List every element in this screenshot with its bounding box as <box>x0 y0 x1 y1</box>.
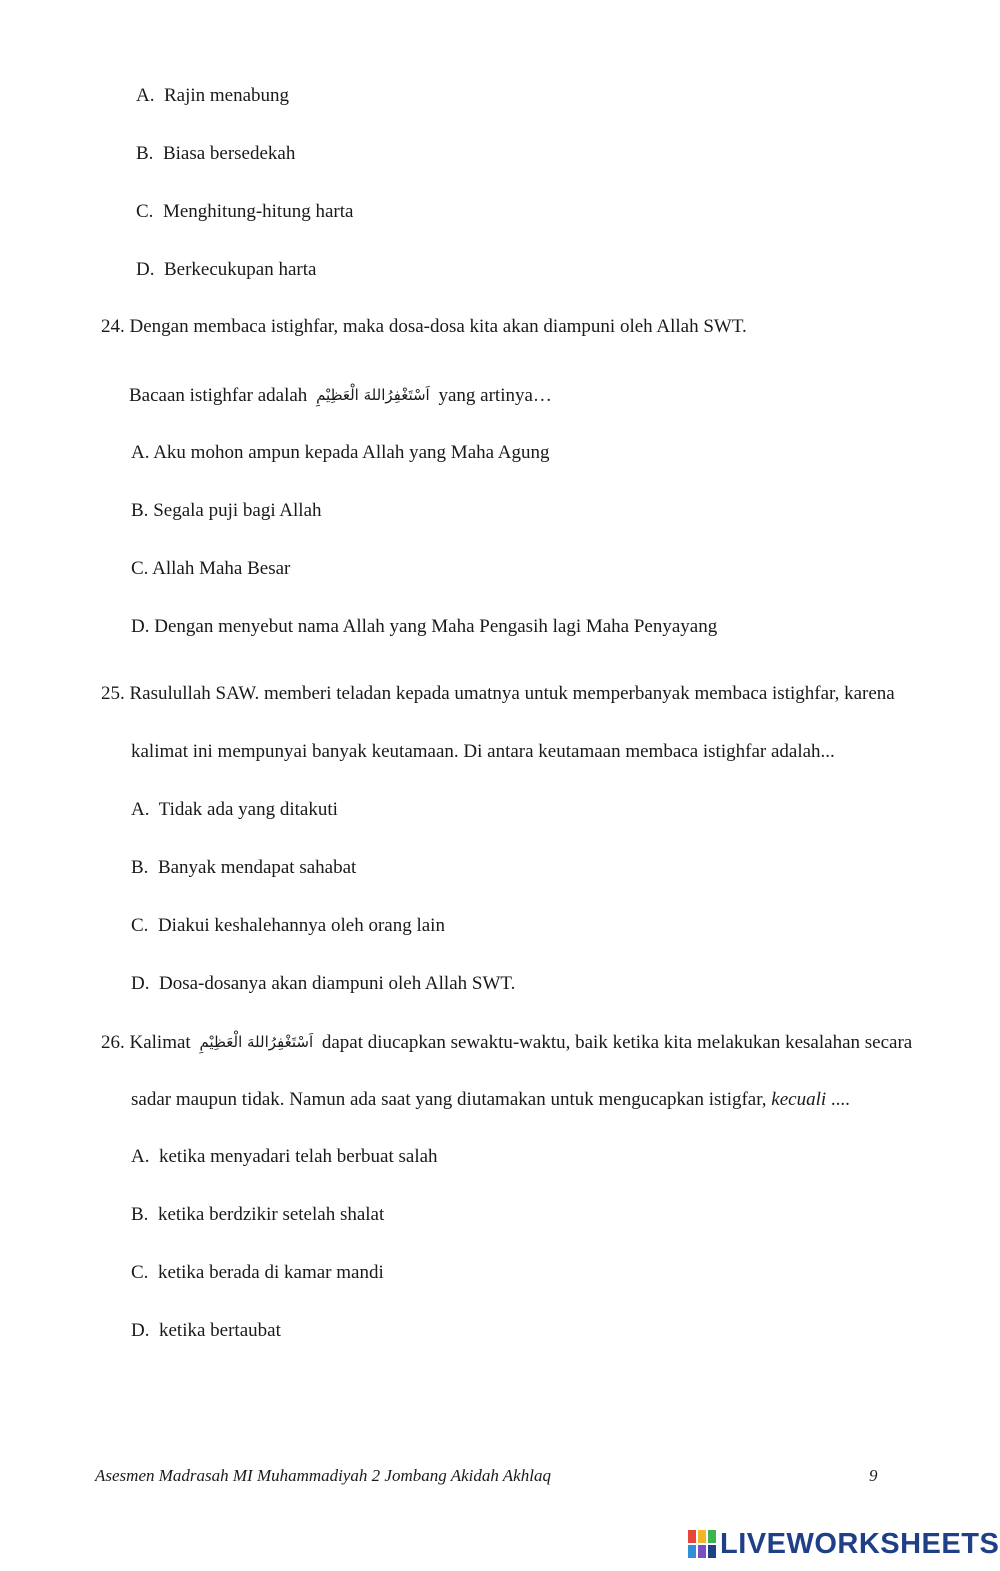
question-25-text-line1: 25. Rasulullah SAW. memberi teladan kepada umatnya untuk memperbanyak membaca istighfar, karena <box>101 683 895 704</box>
q25-option-a[interactable]: A. Tidak ada yang ditakuti <box>131 799 338 820</box>
question-number: 24. <box>101 316 125 337</box>
q23-option-c[interactable]: C. Menghitung-hitung harta <box>136 201 354 222</box>
q26-option-c[interactable]: C. ketika berada di kamar mandi <box>131 1262 384 1283</box>
question-25-text-line2: kalimat ini mempunyai banyak keutamaan. Di antara keutamaan membaca istighfar adalah... <box>131 741 835 762</box>
q25-option-b[interactable]: B. Banyak mendapat sahabat <box>131 857 357 878</box>
question-24-istighfar-line: Bacaan istighfar adalah اَسْتَغْفِرُاللهَ الْعَظِيْمِ yang artinya… <box>129 385 552 406</box>
logo-square <box>708 1545 716 1558</box>
question-number: 26. <box>101 1032 125 1053</box>
arabic-istighfar: اَسْتَغْفِرُاللهَ الْعَظِيْمِ <box>199 1033 314 1051</box>
q24-option-d[interactable]: D. Dengan menyebut nama Allah yang Maha Pengasih lagi Maha Penyayang <box>131 616 718 637</box>
logo-square <box>698 1545 706 1558</box>
q24-option-a[interactable]: A. Aku mohon ampun kepada Allah yang Maha Agung <box>131 442 550 463</box>
emphasis-kecuali: kecuali <box>771 1089 827 1110</box>
q26-option-b[interactable]: B. ketika berdzikir setelah shalat <box>131 1204 385 1225</box>
logo-square <box>698 1530 706 1543</box>
question-24-text: 24. Dengan membaca istighfar, maka dosa-dosa kita akan diampuni oleh Allah SWT. <box>101 316 747 337</box>
logo-square <box>688 1530 696 1543</box>
q26-option-a[interactable]: A. ketika menyadari telah berbuat salah <box>131 1146 438 1167</box>
q24-option-b[interactable]: B. Segala puji bagi Allah <box>131 500 322 521</box>
q25-option-d[interactable]: D. Dosa-dosanya akan diampuni oleh Allah SWT. <box>131 973 516 994</box>
liveworksheets-wordmark: LIVEWORKSHEETS <box>720 1527 1000 1560</box>
liveworksheets-brand <box>688 1526 999 1562</box>
q26-option-d[interactable]: D. ketika bertaubat <box>131 1320 281 1341</box>
q24-option-c[interactable]: C. Allah Maha Besar <box>131 558 291 579</box>
logo-square <box>688 1545 696 1558</box>
q23-option-d[interactable]: D. Berkecukupan harta <box>136 259 317 280</box>
liveworksheets-logo-icon <box>688 1530 716 1558</box>
page-number: 9 <box>869 1466 878 1485</box>
q23-option-a[interactable]: A. Rajin menabung <box>136 85 290 106</box>
q25-option-c[interactable]: C. Diakui keshalehannya oleh orang lain <box>131 915 445 936</box>
q23-option-b[interactable]: B. Biasa bersedekah <box>136 143 296 164</box>
question-number: 25. <box>101 683 125 704</box>
question-26-text-line1: 26. Kalimat اَسْتَغْفِرُاللهَ الْعَظِيْمِ dapat diucapkan sewaktu-waktu, baik ketika kita melakukan kesalahan secara <box>101 1032 913 1053</box>
question-26-text-line2: sadar maupun tidak. Namun ada saat yang diutamakan untuk mengucapkan istigfar, kecuali .... <box>131 1089 850 1110</box>
arabic-istighfar: اَسْتَغْفِرُاللهَ الْعَظِيْمِ <box>316 386 430 404</box>
footer-title: Asesmen Madrasah MI Muhammadiyah 2 Jombang Akidah Akhlaq <box>95 1466 551 1485</box>
logo-square <box>708 1530 716 1543</box>
